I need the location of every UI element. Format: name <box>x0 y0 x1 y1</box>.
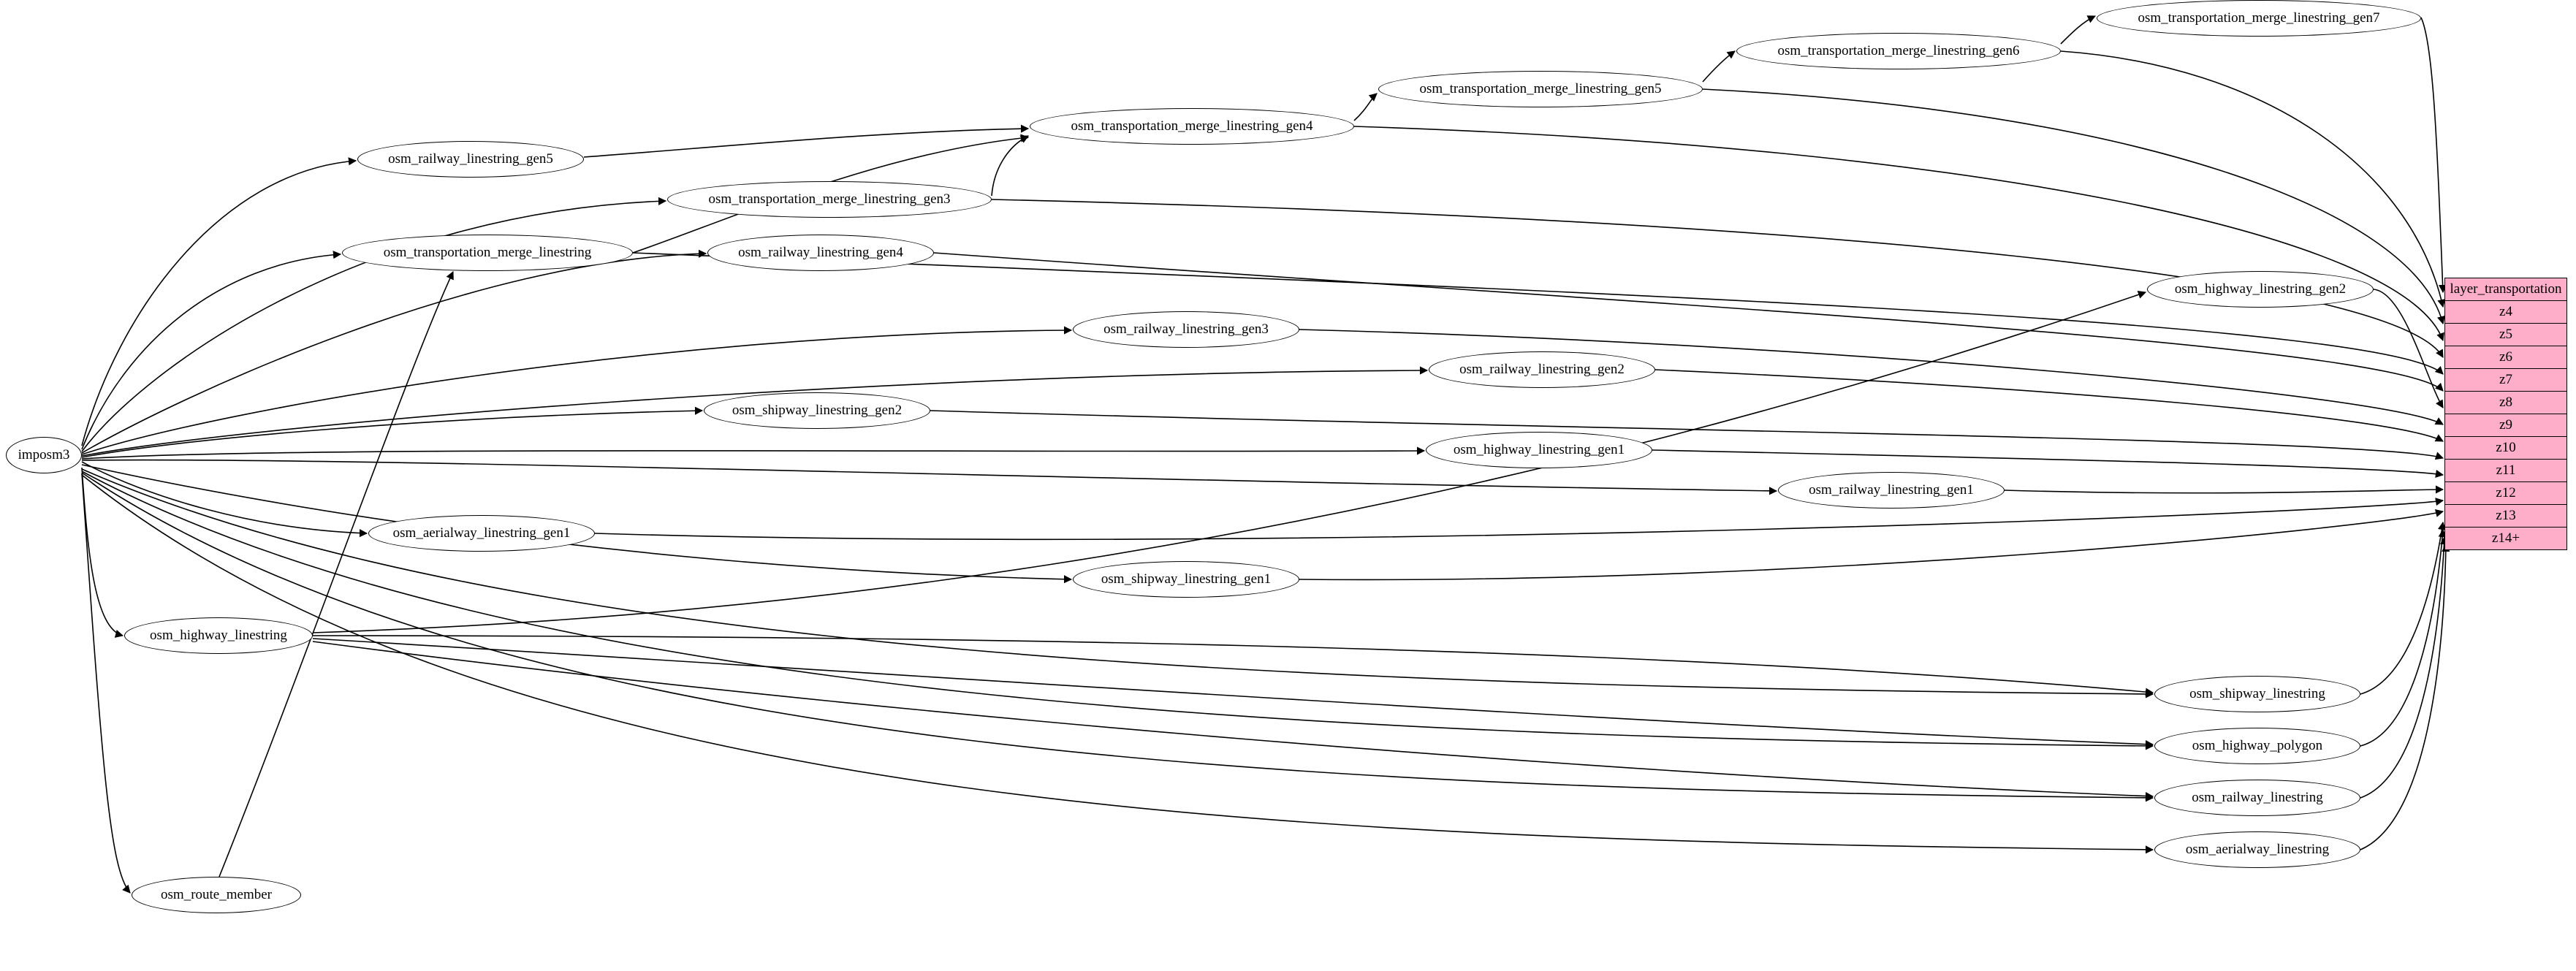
node-osm-transportation-merge-linestring-gen6[interactable] <box>1736 33 2061 69</box>
node-label: osm_route_member <box>161 887 272 902</box>
node-label: osm_railway_linestring_gen2 <box>1459 362 1625 377</box>
node-label: osm_highway_linestring <box>150 628 287 643</box>
node-label: osm_transportation_merge_linestring_gen6 <box>1777 43 2020 58</box>
node-label: osm_railway_linestring <box>2192 790 2323 805</box>
node-label: osm_railway_linestring_gen3 <box>1103 321 1269 337</box>
node-osm-transportation-merge-linestring-gen3[interactable] <box>667 181 992 218</box>
node-osm-shipway-linestring-gen1[interactable] <box>1073 561 1299 598</box>
node-osm-aerialway-linestring-gen1[interactable] <box>368 515 595 552</box>
table-row-z6[interactable]: z6 <box>2445 346 2566 369</box>
node-layer-transportation-table[interactable] <box>2444 278 2567 550</box>
node-label: osm_transportation_merge_linestring_gen5 <box>1419 81 1662 96</box>
node-osm-railway-linestring-gen3[interactable] <box>1073 311 1299 348</box>
node-osm-transportation-merge-linestring-gen7[interactable] <box>2097 0 2421 37</box>
node-osm-shipway-linestring[interactable] <box>2154 676 2360 712</box>
node-osm-route-member[interactable] <box>132 877 301 913</box>
node-osm-railway-linestring-gen5[interactable] <box>357 141 584 178</box>
node-osm-highway-linestring-gen2[interactable] <box>2147 271 2374 308</box>
table-row-z11[interactable]: z11 <box>2445 460 2566 482</box>
node-label: osm_transportation_merge_linestring_gen4 <box>1071 118 1313 134</box>
node-osm-transportation-merge-linestring-gen5[interactable] <box>1378 71 1703 107</box>
table-header: layer_transportation <box>2445 278 2566 301</box>
node-label: osm_transportation_merge_linestring_gen3 <box>708 191 951 207</box>
node-label: osm_transportation_merge_linestring_gen7 <box>2138 10 2380 26</box>
node-osm-aerialway-linestring[interactable] <box>2154 831 2360 868</box>
table-row-z5[interactable]: z5 <box>2445 324 2566 346</box>
node-label: osm_highway_linestring_gen1 <box>1453 442 1625 457</box>
node-label: osm_shipway_linestring_gen1 <box>1101 571 1272 587</box>
table-row-z9[interactable]: z9 <box>2445 414 2566 437</box>
table-row-z13[interactable]: z13 <box>2445 505 2566 528</box>
node-osm-transportation-merge-linestring-gen4[interactable] <box>1030 108 1354 145</box>
node-label: osm_aerialway_linestring_gen1 <box>392 525 571 541</box>
table-row-z4[interactable]: z4 <box>2445 301 2566 324</box>
node-label: osm_aerialway_linestring <box>2185 842 2330 857</box>
node-osm-railway-linestring-gen1[interactable] <box>1778 472 2005 509</box>
node-label: osm_shipway_linestring <box>2189 686 2325 701</box>
node-osm-railway-linestring-gen2[interactable] <box>1429 351 1655 388</box>
table-row-z8[interactable]: z8 <box>2445 392 2566 414</box>
node-osm-highway-polygon[interactable] <box>2154 728 2360 764</box>
table-row-z10[interactable]: z10 <box>2445 437 2566 460</box>
node-label: osm_railway_linestring_gen4 <box>738 245 903 260</box>
node-label: osm_railway_linestring_gen5 <box>388 151 553 167</box>
node-osm-railway-linestring-gen4[interactable] <box>707 235 934 271</box>
node-osm-highway-linestring-gen1[interactable] <box>1426 432 1652 468</box>
node-label: osm_highway_polygon <box>2192 738 2323 753</box>
table-row-z7[interactable]: z7 <box>2445 369 2566 392</box>
node-osm-transportation-merge-linestring[interactable] <box>342 235 633 271</box>
node-label: imposm3 <box>18 447 70 462</box>
table-row-z14plus[interactable]: z14+ <box>2445 528 2566 549</box>
node-osm-highway-linestring[interactable] <box>124 617 313 654</box>
node-label: osm_railway_linestring_gen1 <box>1809 482 1974 498</box>
node-imposm3[interactable] <box>6 437 82 473</box>
node-osm-railway-linestring[interactable] <box>2154 780 2360 816</box>
node-osm-shipway-linestring-gen2[interactable] <box>704 392 930 429</box>
node-label: osm_highway_linestring_gen2 <box>2174 281 2347 297</box>
node-label: osm_transportation_merge_linestring <box>383 245 592 260</box>
table-row-z12[interactable]: z12 <box>2445 482 2566 505</box>
node-label: osm_shipway_linestring_gen2 <box>732 403 903 418</box>
